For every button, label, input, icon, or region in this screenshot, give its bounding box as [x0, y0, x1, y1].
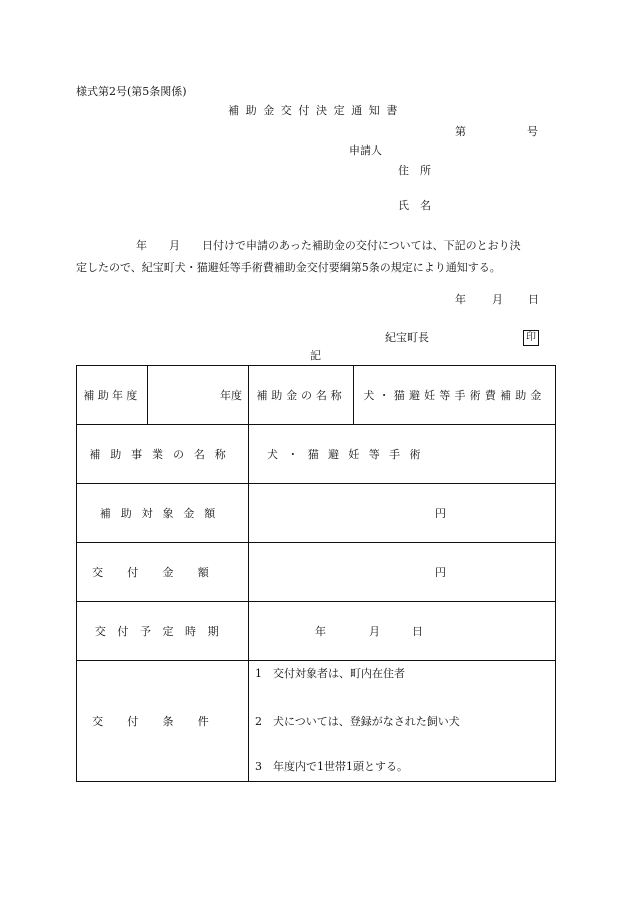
schedule-year: 年 [315, 625, 326, 638]
grant-amount-unit: 円 [249, 543, 556, 602]
notice-body [76, 235, 562, 279]
form-number: 様式第2号(第5条関係) [76, 85, 187, 98]
grant-details-table [76, 365, 556, 782]
schedule-value [249, 602, 556, 661]
document-title: 補助金交付決定通知書 [228, 104, 404, 117]
ki-heading: 記 [310, 349, 321, 362]
body-line-2: 定したので、紀宝町犬・猫避妊等手術費補助金交付要綱第5条の規定により通知する。 [76, 261, 501, 274]
seal-stamp: 印 [523, 330, 539, 346]
schedule-label: 交付予定時期 [77, 602, 249, 661]
fiscal-year-unit: 年度 [148, 366, 249, 425]
table-row [77, 543, 556, 602]
condition-item: 2 犬については、登録がなされた飼い犬 [255, 715, 460, 728]
fiscal-year-label: 補助年度 [77, 366, 148, 425]
date-day: 日 [528, 293, 539, 306]
body-line-1: 年 月 日付けで申請のあった補助金の交付については、下記のとおり決 [136, 239, 521, 252]
table-row [77, 661, 556, 782]
condition-item: 3 年度内で1世帯1頭とする。 [255, 760, 408, 773]
address-label: 住 所 [398, 164, 431, 177]
issuer: 紀宝町長 [385, 331, 429, 344]
applicant-label: 申請人 [349, 144, 382, 157]
date-year: 年 [455, 293, 466, 306]
date-month: 月 [492, 293, 503, 306]
table-row [77, 484, 556, 543]
grant-amount-label: 交付金額 [77, 543, 249, 602]
subsidy-name-label: 補助金の名称 [249, 366, 354, 425]
table-row [77, 366, 556, 425]
conditions-list [249, 661, 556, 782]
schedule-month: 月 [369, 625, 380, 638]
number-suffix: 号 [527, 125, 538, 138]
number-prefix: 第 [455, 125, 466, 138]
name-label: 氏 名 [398, 199, 431, 212]
target-amount-unit: 円 [249, 484, 556, 543]
subsidy-name-value: 犬・猫避妊等手術費補助金 [354, 366, 556, 425]
project-name-value: 犬・猫避妊等手術 [249, 425, 556, 484]
target-amount-label: 補助対象金額 [77, 484, 249, 543]
project-name-label: 補助事業の名称 [77, 425, 249, 484]
conditions-label: 交付条件 [77, 661, 249, 782]
schedule-day: 日 [412, 625, 423, 638]
condition-item: 1 交付対象者は、町内在住者 [255, 667, 405, 680]
table-row [77, 425, 556, 484]
table-row [77, 602, 556, 661]
